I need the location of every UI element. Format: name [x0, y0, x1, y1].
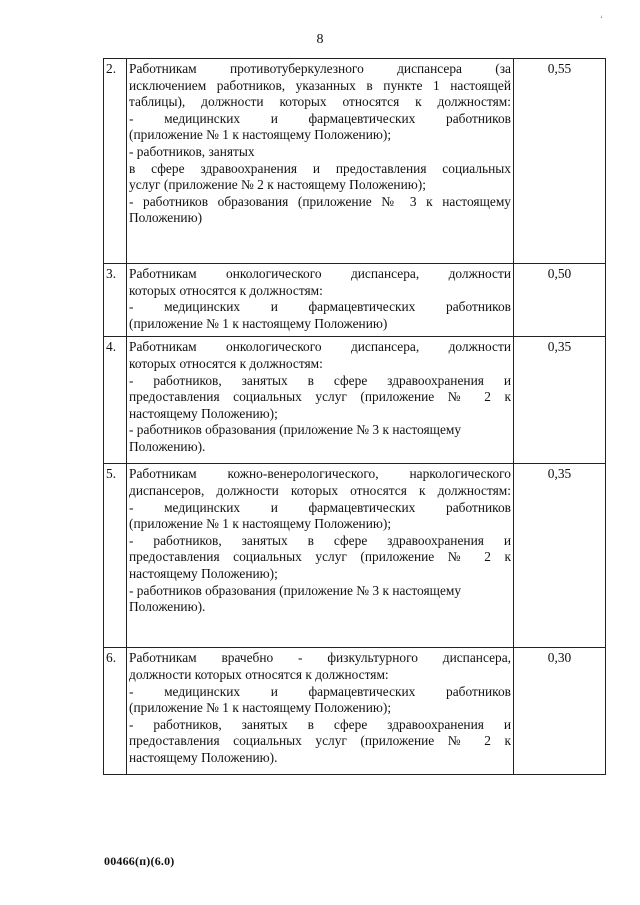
- row-description: [127, 464, 514, 648]
- description-line: предоставления социальных услуг (приложение № 2 к: [129, 733, 511, 749]
- description-line: предоставления социальных услуг (приложение № 2 к: [129, 389, 511, 405]
- description-line: Работникам противотуберкулезного диспансера (за: [129, 61, 511, 76]
- row-description: [127, 648, 514, 775]
- document-code: 00466(п)(6.0): [104, 854, 175, 868]
- row-number: 4.: [104, 337, 127, 464]
- description-line: - работников образования (приложение № 3 к настоящему: [129, 193, 511, 209]
- description-line: услуг (приложение № 2 к настоящему Положению);: [129, 177, 426, 193]
- page-number: 8: [316, 32, 324, 47]
- description-line: - медицинских и фармацевтических работников: [129, 499, 511, 515]
- description-line: Положению): [129, 210, 203, 226]
- row-number: 2.: [104, 59, 127, 264]
- description-line: Положению).: [129, 599, 206, 615]
- row-number: 5.: [104, 464, 127, 648]
- description-line: таблицы), должности которых относятся к должностям:: [129, 94, 511, 110]
- row-number: 3.: [104, 264, 127, 337]
- row-coefficient: 0,35: [514, 337, 606, 464]
- description-line: исключением работников, указанных в пункте 1 настоящей: [129, 77, 511, 93]
- table-row: [104, 648, 606, 775]
- description-line: Работникам врачебно - физкультурного диспансера,: [129, 650, 511, 666]
- row-coefficient: 0,30: [514, 648, 606, 775]
- scan-mark: ‘: [600, 14, 603, 24]
- row-coefficient: 0,55: [514, 59, 606, 264]
- coefficient-table: [103, 58, 606, 775]
- row-coefficient: 0,50: [514, 264, 606, 337]
- description-line: - медицинских и фармацевтических работников: [129, 110, 511, 126]
- table-row: [104, 264, 606, 337]
- row-coefficient: 0,35: [514, 464, 606, 648]
- table-row: [104, 337, 606, 464]
- description-line: в сфере здравоохранения и предоставления социальных: [129, 160, 511, 176]
- row-description: [127, 337, 514, 464]
- description-line: Работникам онкологического диспансера, должности: [129, 339, 511, 355]
- description-line: (приложение № 1 к настоящему Положению): [129, 315, 388, 331]
- row-number: 6.: [104, 648, 127, 775]
- description-line: (приложение № 1 к настоящему Положению);: [129, 127, 392, 143]
- description-line: (приложение № 1 к настоящему Положению);: [129, 700, 392, 716]
- description-line: предоставления социальных услуг (приложение № 2 к: [129, 549, 511, 565]
- description-line: Работникам онкологического диспансера, должности: [129, 266, 511, 281]
- description-line: - медицинских и фармацевтических работников: [129, 683, 511, 699]
- description-line: которых относятся к должностям:: [129, 282, 323, 298]
- description-line: должности которых относятся к должностям:: [129, 666, 389, 682]
- description-line: диспансеров, должности которых относятся к должностям:: [129, 482, 511, 498]
- description-line: настоящему Положению);: [129, 565, 278, 581]
- description-line: (приложение № 1 к настоящему Положению);: [129, 516, 392, 532]
- description-line: Работникам кожно-венерологического, наркологического: [129, 466, 511, 482]
- row-description: [127, 264, 514, 337]
- description-line: - работников, занятых в сфере здравоохранения и: [129, 716, 511, 732]
- description-line: настоящему Положению);: [129, 405, 278, 421]
- description-line: - медицинских и фармацевтических работников: [129, 299, 511, 315]
- description-line: - работников, занятых: [129, 143, 255, 159]
- description-line: Положению).: [129, 438, 206, 454]
- row-description: [127, 59, 514, 264]
- description-line: которых относятся к должностям:: [129, 355, 323, 371]
- description-line: - работников образования (приложение № 3 к настоящему: [129, 582, 462, 598]
- description-line: - работников, занятых в сфере здравоохранения и: [129, 532, 511, 548]
- table-row: [104, 59, 606, 264]
- description-line: настоящему Положению).: [129, 749, 278, 765]
- description-line: - работников, занятых в сфере здравоохранения и: [129, 372, 511, 388]
- table-row: [104, 464, 606, 648]
- description-line: - работников образования (приложение № 3 к настоящему: [129, 422, 462, 438]
